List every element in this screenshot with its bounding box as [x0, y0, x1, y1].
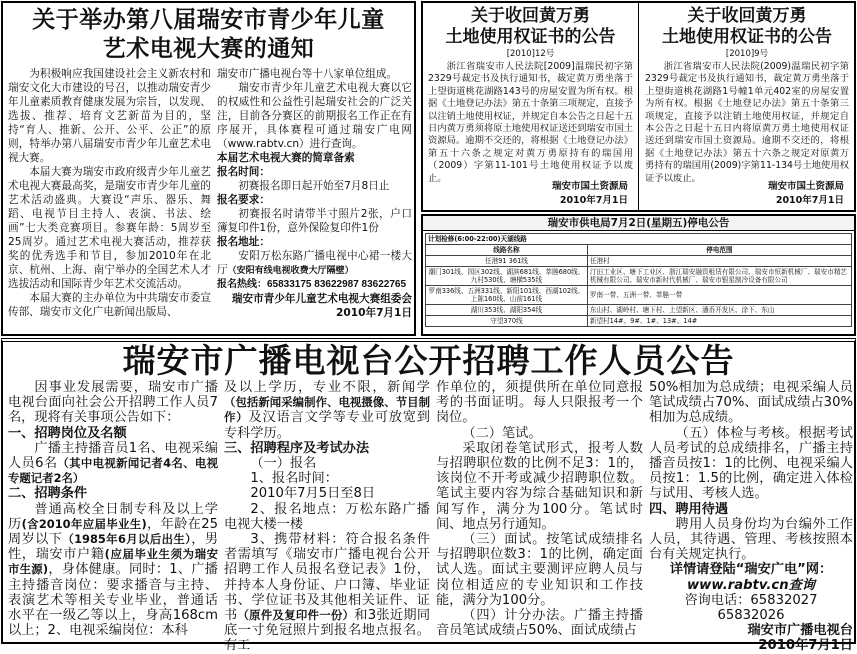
registration-hotline: 报名热线：65833175 83622987 83622765: [217, 279, 407, 290]
materials-note: （原件及复印件一份）: [237, 608, 355, 623]
section-heading-conditions: 二、招聘条件: [8, 486, 88, 502]
land-notice-title-line-1: 关于收回黄万勇: [471, 6, 590, 26]
recruitment-column-1: [8, 380, 218, 642]
art-contest-brochure: 本届艺术电视大赛的简章备索: [217, 152, 355, 164]
table-row: [426, 305, 852, 316]
posts-note: （其中电视新闻记者4名、电视专题记者2名）: [8, 456, 218, 486]
art-contest-issuer: 瑞安市青少年儿童艺术电视大赛组委会: [231, 293, 412, 305]
recruitment-title: 瑞安市广播电视台公开招聘工作人员公告: [122, 341, 735, 380]
recruitment-column-2: [224, 380, 431, 654]
art-contest-title: [3, 6, 414, 64]
art-contest-date: 2010年7月1日: [335, 307, 412, 319]
registration-time: 2010年7月5日至8日: [250, 486, 376, 502]
conditions-text: 普通高校全日制专科及以上学历: [8, 501, 218, 532]
land-notice: [640, 3, 854, 210]
art-contest-organizers: 本届大赛的主办单位为中共瑞安市委宣传部、瑞安市文化广电新闻出版局、: [8, 292, 211, 318]
outage-range-cell: 东山村、湖岭村、塘下村、上望新区、潘岙开发区、涂下、东山: [587, 305, 851, 316]
section-heading-posts: 一、招聘岗位及名额: [8, 425, 127, 441]
details-line: 详情请登陆“瑞安广电”网：: [669, 562, 833, 578]
table-header-row: [426, 245, 852, 256]
table-row: [426, 286, 852, 305]
land-notice-issuer: 瑞安市国土资源局: [767, 181, 844, 192]
land-notice-title: [423, 6, 638, 48]
table-row: [426, 256, 852, 267]
education-note: （包括新闻采编制作、电视摄像、节目制作）: [224, 395, 430, 425]
land-notice-title: [640, 6, 854, 48]
power-outage-notice: [421, 214, 856, 336]
outage-range-cell: 罗南一带、五洲一带、莘塍一带: [587, 286, 851, 305]
land-notice-date: 2010年7月1日: [775, 195, 844, 206]
registration-address: [217, 249, 412, 278]
art-contest-details: 本届大赛为瑞安市政府级青少年儿童艺术电视大赛最高奖，是瑞安市青少年儿童的艺术活动盛典。大赛设“声乐、器乐、舞蹈、电视节目主持人、表演、书法、绘画”七大类竞赛项目。参赛年龄：5周岁至25周岁。通过艺术电视大赛活动，推荐获奖的优秀选手和节目，参加2010年在北京、杭州、上海、南宁举办的全国艺术人才选拔活动和国际青少年艺术交流活动。: [8, 166, 211, 290]
recruitment-conditions: [8, 502, 218, 639]
scoring-continued: 50%相加为总成绩；电视采编人员笔试成绩占70%、面试成绩占30%相加为总成绩。: [649, 380, 853, 426]
column-header-line: 线路名称: [426, 245, 588, 256]
posts-text: 广播主持播音员1名、电视采编人员6名: [8, 440, 218, 472]
table-row: [426, 267, 852, 286]
education-requirement: [224, 380, 430, 441]
education-text: 及以上学历，专业不限，新闻学: [224, 380, 430, 395]
conditions-note: (应届毕业生须为瑞安市生源): [8, 547, 218, 577]
written-exam-heading: （二）笔试。: [462, 425, 542, 441]
land-notice-number: [2010]9号: [725, 49, 769, 59]
interview: （三）面试。按笔试成绩排名与招聘职位数3：1的比例，确定面试人选。面试主要测评应聘人员与岗位相适应的专业知识和工作技能，满分为100分。: [436, 532, 643, 608]
recruitment-intro: 因事业发展需要，瑞安市广播电视台面向社会公开招聘工作人员7名，现将有关事项公告如下：: [8, 380, 218, 426]
registration-place: 2、报名地点：万松东路广播电视大楼一楼: [224, 501, 430, 532]
conditions-note: (含2010年应届毕业生): [21, 516, 147, 531]
registration-requirements: 初赛报名时请带半寸照片2张，户口簿复印件1份，意外保险复印件1份: [217, 208, 412, 234]
art-contest-notice: [1, 1, 416, 336]
conditions-text: ，男性，瑞安市户籍: [8, 532, 219, 563]
recruitment-column-3: [436, 380, 643, 642]
outage-range-cell: 汀田工业区、塘下工业区、浙江瑞安融资租赁有限公司、瑞安市恒新机械厂、瑞安市精艺机械有限公司、瑞安市新时代机械厂、瑞安市银星制冷设备有限公司: [587, 267, 851, 286]
materials-text: 和3张近期同底一寸免冠照片到报名地点报名。有工: [224, 608, 431, 654]
art-contest-attention: 瑞安市青少年儿童艺术电视大赛以它的权威性和公益性引起瑞安社会的广泛关注，目前各分赛区的前期报名工作正在有序展开，具体赛程可通过瑞安广电网（www.rabtv.cn）进行查询。: [217, 82, 412, 150]
table-header-row: [426, 234, 852, 245]
land-notice-title-line-2: 土地使用权证书的公告: [445, 27, 616, 47]
land-notice: [423, 3, 639, 210]
section-heading-treatment: 四、聘用待遇: [649, 501, 729, 517]
land-notice-body: 浙江省瑞安市人民法院(2009)温瑞民初字第2329号裁定书及执行通知书，裁定黄万勇坐落于上望街道桃花湖路1号幢1单元402室的房屋安置为所有权。根据《土地登记办法》第五十条第三项规定，直接予以注销土地使用权证，并规定自本公告之日起十五日内将原黄万勇土地使用权证送还到瑞安市国土资源局。逾期不交还的，将根据《土地登记办法》第五十六条之规定对原黄万勇持有的瑞国用(2009)字第11-134号土地使用权证予以废止。: [645, 61, 849, 184]
table-row: [426, 316, 852, 327]
registration-address-label: 报名地址：: [217, 236, 270, 248]
registration-time-label: 1、报名时间：: [250, 471, 338, 487]
recruitment-issuer: 瑞安市广播电视台: [747, 623, 853, 639]
land-notice-date: 2010年7月1日: [559, 195, 628, 206]
registration-time-label: 报名时间：: [217, 166, 270, 178]
plan-label: 计划检修(6:00-22:00)天湖线路: [426, 234, 852, 245]
art-contest-title-line-2: 艺术电视大赛的通知: [102, 36, 315, 62]
power-outage-title: 瑞安市供电局7月2日(星期五)停电公告: [423, 216, 854, 231]
treatment: 聘用人员身份均为台编外工作人员，其待遇、管理、考核按照本台有关规定执行。: [649, 516, 853, 563]
scoring: （四）计分办法。广播主持播音员笔试成绩占50%、面试成绩占: [436, 608, 643, 639]
line-name-cell: 任港91 361线: [426, 256, 588, 267]
land-notice-title-line-2: 土地使用权证书的公告: [662, 27, 832, 47]
recruitment-posts: [8, 441, 218, 487]
land-notice-issuer: 瑞安市国土资源局: [551, 181, 628, 192]
website: www.rabtv.cn查询: [687, 577, 815, 593]
written-exam: 采取闭卷笔试形式，报考人数与招聘职位数的比例不足3：1的，该岗位不开考或减少招聘职位数。笔试主要内容为综合基础知识和新闻写作，满分为100分。笔试时间、地点另行通知。: [436, 440, 643, 532]
power-outage-table: [425, 233, 852, 327]
section-heading-procedure: 三、招聘程序及考试办法: [224, 440, 370, 456]
recruitment-notice: [1, 338, 856, 654]
recruitment-column-4: [649, 380, 853, 654]
art-contest-column-2: [217, 67, 412, 333]
land-notice-title-line-1: 关于收回黄万勇: [687, 6, 807, 26]
art-contest-organizers-continued: 瑞安市广播电视台等十八家单位组成。: [217, 68, 398, 80]
outage-range-cell: 任港村: [587, 256, 851, 267]
conditions-text: ，年龄在25周岁以下: [8, 516, 219, 548]
outage-range-cell: 新望村14#、9#、1#、13#、14#: [587, 316, 851, 327]
materials-text: 3、携带材料：符合报名条件者需填写《瑞安市广播电视台公开招聘工作人员报名登记表》1份，并持本人身份证、户口簿、毕业证书、学位证书及其他相关证件、证书: [224, 532, 430, 624]
registration-time: 初赛报名即日起开始至7月8日止: [238, 180, 390, 192]
land-notices: [421, 1, 856, 212]
land-notice-number: [2010]12号: [506, 49, 555, 59]
conditions-note: （1985年6月以后出生）: [62, 532, 192, 547]
registration-materials: [224, 532, 430, 654]
registration-heading: （一）报名: [250, 456, 317, 472]
recruitment-date: 2010年7月1日: [758, 638, 853, 654]
line-name-cell: 潮门301线、园区302线、湖滨681线、莘塍680线、九村530线、塘横535线: [426, 267, 588, 286]
art-contest-column-1: [8, 67, 211, 333]
contact-phone: 咨询电话：65832027 65832026: [684, 592, 818, 624]
art-contest-intro: 为积极响应我国建设社会主义新农村和瑞安文化大市建设的号召，以推动瑞安青少年儿童素质教育健康发展为宗旨，以发现、选拔、推荐、培育文艺新苗为目的，坚持“育人、推新、公开、公平、公正”的原则，特举办第八届瑞安市青少年儿童艺术电视大赛。: [8, 68, 211, 164]
registration-requirements-label: 报名要求：: [217, 194, 270, 206]
column-header-range: 停电范围: [587, 245, 851, 256]
registration-materials-continued: 作单位的，须提供所在单位同意报考的书面证明。每人只限报考一个岗位。: [436, 380, 643, 426]
line-name-cell: 罗南336线、五洲331线、新阳101线、西湖102线、上陈160线、山前161线: [426, 286, 588, 305]
registration-address-note: （安阳有线电视收费大厅隔壁）: [227, 266, 354, 276]
line-name-cell: 守望370线: [426, 316, 588, 327]
registration-address-text: 安阳万松东路广播电视中心裙一楼大厅: [217, 250, 412, 276]
land-notice-body: 浙江省瑞安市人民法院[2009]温瑞民初字第2329号裁定书及执行通知书，裁定黄万勇坐落于上望街道桃花湖路143号的房屋安置为所有权。根据《土地登记办法》第五十条第三项规定，直接予以注销土地使用权证，并规定自本公告之日起十五日内黄万勇须将原土地使用权证送还到瑞安市国土资源局。逾期不交还的，将根据《土地登记办法》第五十六条之规定对黄万勇原持有的瑞国用（2009）字第11-101号土地使用权证予以废止。: [428, 61, 633, 184]
line-name-cell: 湖川353线、湖阳354线: [426, 305, 588, 316]
conditions-text: ，身体健康。同时：1、广播主持播音岗位：要求播音与主持、表演艺术等相关专业毕业，普通话水平在一级乙等以上，身高168cm以上；2、电视采编岗位：本科: [8, 562, 218, 639]
medical-exam: （五）体检与考核。根据考试人员考试的总成绩排名，广播主持播音员按1：1的比例、电视采编人员按1：1.5的比例，确定进入体检与试用、考核人选。: [649, 425, 853, 502]
education-text: 及汉语言文学等专业可放宽到专科学历。: [224, 410, 430, 441]
art-contest-title-line-1: 关于举办第八届瑞安市青少年儿童: [32, 7, 385, 33]
